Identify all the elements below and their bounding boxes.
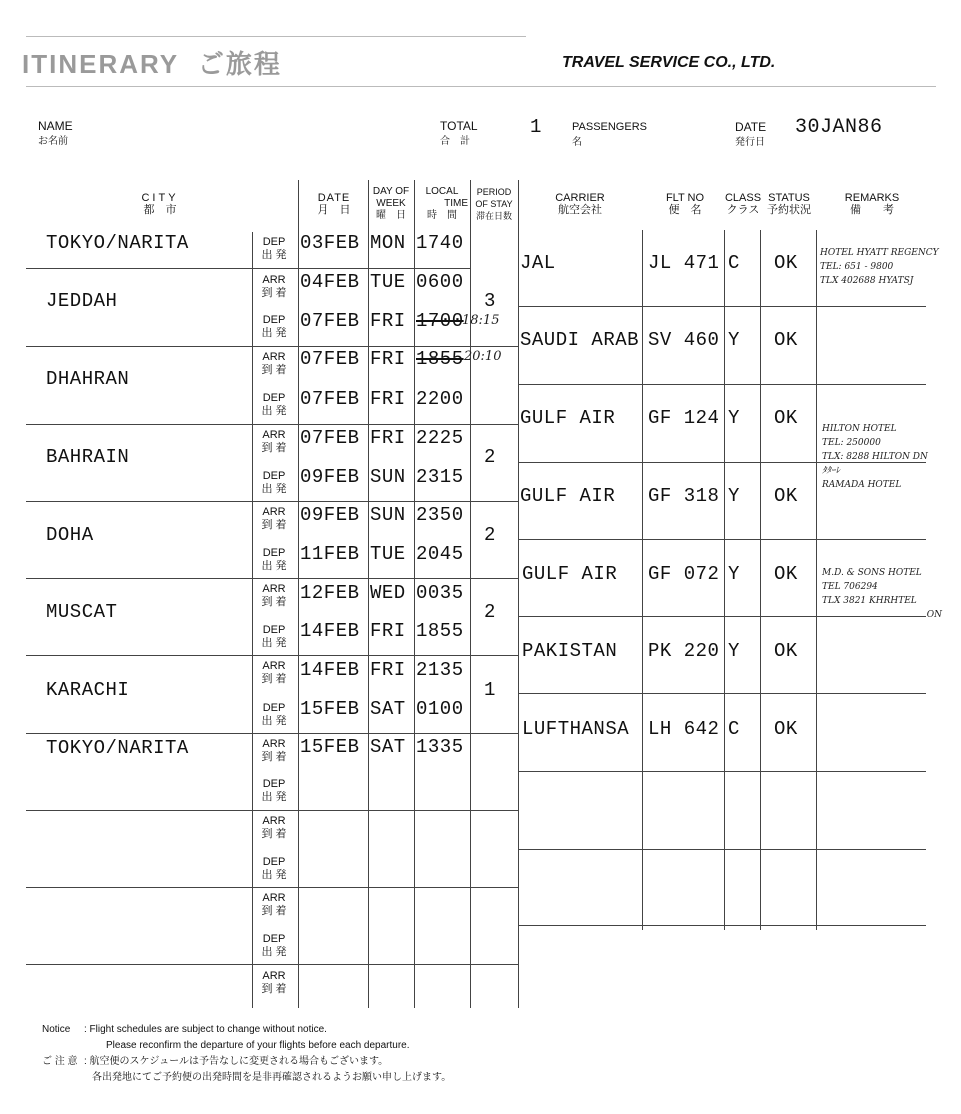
leg-date: 04FEB (300, 271, 360, 293)
arr-label: ARR 到 着 (261, 506, 287, 531)
leg-dow: TUE (370, 543, 406, 565)
leg-time: 2200 (416, 388, 464, 410)
leg-date: 11FEB (300, 543, 360, 565)
remark-line: TEL: 651 - 9800 (820, 262, 894, 272)
passengers-label (572, 119, 647, 151)
arr-label: ARR 到 着 (261, 351, 287, 376)
itinerary-title-en: ITINERARY (22, 49, 179, 79)
flight-carrier: LUFTHANSA (522, 718, 630, 740)
passengers-label-jp: 名 (572, 137, 582, 148)
leg-date: 07FEB (300, 348, 360, 370)
city-karachi: KARACHI (46, 679, 130, 701)
notice-line-1: : Flight schedules are subject to change without notice. (84, 1024, 327, 1035)
dep-label: DEP 出 発 (261, 547, 287, 572)
stay-jeddah: 3 (484, 290, 496, 312)
stay-karachi: 1 (484, 679, 496, 701)
col-remarks (830, 192, 914, 216)
itinerary-title (22, 44, 282, 81)
leg-date: 15FEB (300, 736, 360, 758)
col-status (762, 192, 816, 216)
flight-number: GF 124 (648, 407, 720, 429)
remark-line: TEL: 250000 (822, 438, 881, 448)
col-city (100, 192, 220, 216)
col-city-jp: 都 市 (143, 204, 177, 216)
flight-class: C (728, 252, 740, 274)
itinerary-title-jp: ご旅程 (197, 49, 282, 79)
stay-bahrain: 2 (484, 446, 496, 468)
flight-class: Y (728, 485, 740, 507)
col-time-en1: LOCAL (425, 186, 459, 197)
flight-carrier: GULF AIR (520, 485, 616, 507)
col-stay-jp: 滞在日数 (475, 211, 512, 221)
flight-number: PK 220 (648, 640, 720, 662)
flight-carrier: GULF AIR (520, 407, 616, 429)
remark-line: M.D. & SONS HOTEL (822, 568, 922, 578)
leg-time-struck: 1700 (416, 310, 464, 332)
remark-hilton-ramada (822, 422, 958, 492)
flight-number: GF 318 (648, 485, 720, 507)
flight-number: GF 072 (648, 563, 720, 585)
col-status-en: STATUS (768, 192, 810, 204)
city-bahrain: BAHRAIN (46, 446, 130, 468)
leg-dow: SUN (370, 504, 406, 526)
remark-line: TEL 706294 (822, 582, 878, 592)
total-label (440, 118, 478, 150)
col-remarks-en: REMARKS (844, 192, 900, 204)
city-tokyo-return: TOKYO/NARITA (46, 737, 189, 759)
leg-dow: FRI (370, 659, 406, 681)
city-muscat: MUSCAT (46, 601, 118, 623)
col-city-en: CITY (141, 192, 179, 204)
leg-date: 09FEB (300, 466, 360, 488)
leg-dow: FRI (370, 388, 406, 410)
total-value: 1 (530, 116, 542, 138)
leg-date: 14FEB (300, 620, 360, 642)
remark-line: ON (926, 610, 942, 620)
col-period-of-stay (470, 186, 518, 222)
leg-time: 1335 (416, 736, 464, 758)
issue-date-value: 30JAN86 (795, 116, 883, 139)
col-day-of-week (368, 186, 414, 222)
leg-dow: WED (370, 582, 406, 604)
total-label-en: TOTAL (440, 119, 478, 133)
arr-label: ARR 到 着 (261, 274, 287, 299)
date-label-en: DATE (735, 120, 767, 134)
dep-label: DEP 出 発 (261, 856, 287, 881)
dep-label: DEP 出 発 (261, 624, 287, 649)
leg-time: 2135 (416, 659, 464, 681)
leg-dow: SAT (370, 698, 406, 720)
col-carrier (540, 192, 620, 216)
leg-time-handwritten: 18:15 (462, 313, 500, 328)
stay-muscat: 2 (484, 601, 496, 623)
flight-status: OK (774, 329, 798, 351)
flight-number: LH 642 (648, 718, 720, 740)
col-flt-en: FLT NO (665, 192, 705, 204)
leg-time: 1855 (416, 620, 464, 642)
col-class-jp: クラス (726, 204, 760, 216)
arr-label: ARR 到 着 (261, 815, 287, 840)
city-dhahran: DHAHRAN (46, 368, 130, 390)
leg-time-handwritten: 20:10 (464, 349, 502, 364)
leg-date: 09FEB (300, 504, 360, 526)
leg-date: 07FEB (300, 310, 360, 332)
flight-class: Y (728, 640, 740, 662)
city-tokyo-origin: TOKYO/NARITA (46, 232, 189, 254)
flight-carrier: JAL (520, 252, 556, 274)
remark-line: HILTON HOTEL (822, 424, 897, 434)
remark-line: HOTEL HYATT REGENCY (820, 248, 939, 258)
flight-status: OK (774, 407, 798, 429)
col-date-en: DATE (317, 192, 351, 204)
notice-label-en: Notice (42, 1024, 71, 1035)
name-label (38, 118, 73, 150)
leg-time: 0100 (416, 698, 464, 720)
leg-dow: FRI (370, 620, 406, 642)
passengers-label-en: PASSENGERS (572, 121, 647, 133)
col-flight-no (652, 192, 718, 216)
dep-label: DEP 出 発 (261, 933, 287, 958)
remark-line: ﾀﾀｰﾚ (822, 466, 841, 476)
date-label (735, 119, 766, 151)
col-time-jp: 時 間 (427, 210, 457, 221)
notice-line-2: Please reconfirm the departure of your flights before each departure. (106, 1040, 410, 1051)
leg-time: 1740 (416, 232, 464, 254)
dep-label: DEP 出 発 (261, 778, 287, 803)
leg-date: 03FEB (300, 232, 360, 254)
col-remarks-jp: 備 考 (850, 204, 894, 216)
flight-status: OK (774, 485, 798, 507)
flight-status: OK (774, 563, 798, 585)
leg-date: 15FEB (300, 698, 360, 720)
notice-line-3: : 航空便のスケジュールは予告なしに変更される場合もございます。 (84, 1056, 389, 1067)
notice-label-jp: ご 注 意 (42, 1056, 78, 1067)
flight-status: OK (774, 252, 798, 274)
col-class-en: CLASS (724, 192, 762, 204)
col-time-en2: TIME (444, 198, 468, 209)
flight-status: OK (774, 640, 798, 662)
leg-dow: MON (370, 232, 406, 254)
flight-class: C (728, 718, 740, 740)
leg-time: 2225 (416, 427, 464, 449)
leg-dow: SAT (370, 736, 406, 758)
flight-status: OK (774, 718, 798, 740)
arr-label: ARR 到 着 (261, 660, 287, 685)
company-name: TRAVEL SERVICE CO., LTD. (562, 54, 776, 71)
leg-time: 2045 (416, 543, 464, 565)
city-doha: DOHA (46, 524, 94, 546)
total-label-jp: 合 計 (440, 136, 470, 147)
dep-label: DEP 出 発 (261, 314, 287, 339)
leg-date: 07FEB (300, 427, 360, 449)
col-dow-en1: DAY OF (372, 186, 410, 197)
col-flt-jp: 便 名 (668, 204, 702, 216)
remark-hyatt (820, 246, 958, 288)
col-carrier-jp: 航空会社 (558, 204, 602, 216)
flight-carrier: PAKISTAN (522, 640, 618, 662)
leg-dow: SUN (370, 466, 406, 488)
leg-time: 2350 (416, 504, 464, 526)
dep-label: DEP 出 発 (261, 392, 287, 417)
col-stay-en2: OF STAY (475, 199, 513, 209)
remark-line: TLX 3821 KHRHTEL (822, 596, 917, 606)
flight-number: SV 460 (648, 329, 720, 351)
leg-date: 07FEB (300, 388, 360, 410)
name-label-en: NAME (38, 119, 73, 133)
leg-time-struck: 1855 (416, 348, 464, 370)
leg-time: 0035 (416, 582, 464, 604)
dep-label: DEP 出 発 (261, 470, 287, 495)
remark-line: RAMADA HOTEL (822, 480, 902, 490)
leg-time: 0600 (416, 271, 464, 293)
leg-dow: TUE (370, 271, 406, 293)
dep-label: DEP 出 発 (261, 702, 287, 727)
col-status-jp: 予約状況 (767, 204, 811, 216)
name-label-jp: お名前 (38, 136, 68, 147)
col-dow-en2: WEEK (376, 198, 406, 209)
arr-label: ARR 到 着 (261, 429, 287, 454)
notice (42, 1022, 942, 1086)
stay-doha: 2 (484, 524, 496, 546)
date-label-jp: 発行日 (735, 137, 765, 148)
arr-label: ARR 到 着 (261, 583, 287, 608)
flight-class: Y (728, 563, 740, 585)
flight-number: JL 471 (648, 252, 720, 274)
leg-time: 2315 (416, 466, 464, 488)
leg-date: 14FEB (300, 659, 360, 681)
col-class (724, 192, 762, 216)
remark-md-sons (822, 566, 958, 622)
leg-date: 12FEB (300, 582, 360, 604)
notice-line-4: 各出発地にてご予約便の出発時間を是非再確認されるようお願い申し上げます。 (92, 1072, 452, 1083)
remark-line: TLX: 8288 HILTON DN (822, 452, 928, 462)
arr-label: ARR 到 着 (261, 970, 287, 995)
flight-class: Y (728, 407, 740, 429)
col-date (300, 192, 368, 216)
col-local-time (416, 186, 468, 222)
leg-dow: FRI (370, 348, 406, 370)
flight-class: Y (728, 329, 740, 351)
dep-label: DEP 出 発 (261, 236, 287, 261)
col-dow-jp: 曜 日 (376, 210, 406, 221)
flight-carrier: SAUDI ARAB (520, 329, 640, 351)
city-jeddah: JEDDAH (46, 290, 118, 312)
leg-dow: FRI (370, 310, 406, 332)
col-date-jp: 月 日 (317, 204, 351, 216)
col-stay-en1: PERIOD (476, 187, 512, 197)
leg-dow: FRI (370, 427, 406, 449)
arr-label: ARR 到 着 (261, 892, 287, 917)
flight-carrier: GULF AIR (522, 563, 618, 585)
col-carrier-en: CARRIER (555, 192, 605, 204)
arr-label: ARR 到 着 (261, 738, 287, 763)
remark-line: TLX 402688 HYATSJ (820, 276, 914, 286)
